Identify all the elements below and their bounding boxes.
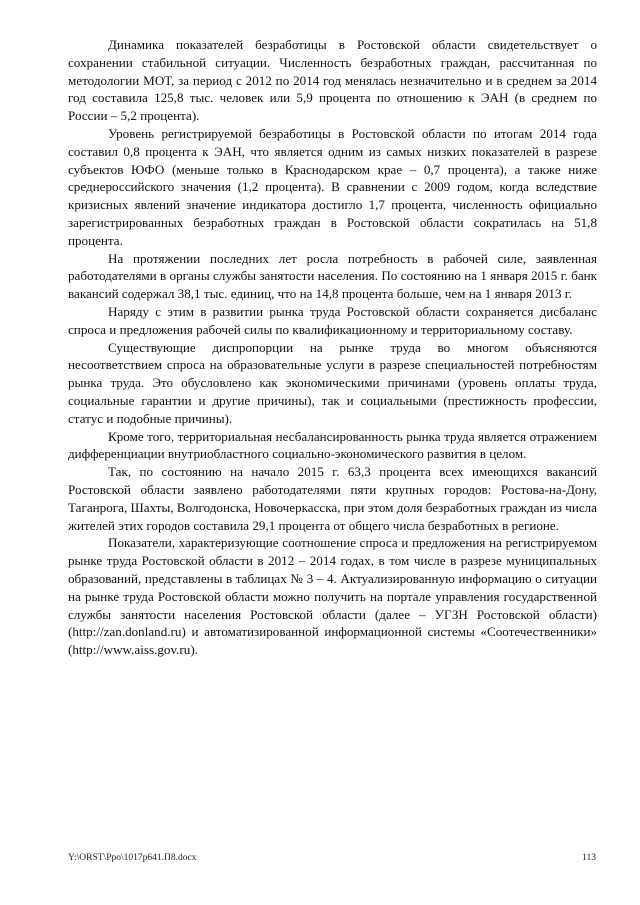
- paragraph-indicators-tables: Показатели, характеризующие соотношение спроса и предложения на регистрируемом рынке труда Ростовской области в 2012 – 2014 годах, в том числе в разрезе муниципальных образований, представлены в таблицах № 3 – 4. Актуализированную информацию о ситуации на рынке труда Ростовской области можно получить на портале управления государственной службы занятости населения Ростовской области (далее – УГЗН Ростовской области) (http://zan.donland.ru) и автоматизированной информационной системы «Соотечественники» (http://www.aiss.gov.ru).: [68, 535, 597, 658]
- document-body: [68, 36, 597, 659]
- paragraph-disproportions: Существующие диспропорции на рынке труда во многом объясняются несоответствием спроса на образовательные услуги в разрезе специальностей потребностям рынка труда. Это обусловлено как экономическими причинами (уровень оплаты труда, социальные гарантии и другие причины), так и социальными (престижность профессии, статус и подобные причины).: [68, 339, 597, 426]
- paragraph-supply-demand-imbalance: Наряду с этим в развитии рынка труда Ростовской области сохраняется дисбаланс спроса и предложения рабочей силы по квалификационному и территориальному составу.: [68, 303, 597, 337]
- paragraph-labor-demand: На протяжении последних лет росла потребность в рабочей силе, заявленная работодателями в органы службы занятости населения. По состоянию на 1 января 2015 г. банк вакансий содержал 38,1 тыс. единиц, что на 14,8 процента больше, чем на 1 января 2013 г.: [68, 250, 597, 302]
- paragraph-territorial-imbalance: Кроме того, территориальная несбалансированность рынка труда является отражением дифференциации внутриобластного социально-экономического развития в целом.: [68, 428, 597, 462]
- paragraph-registered-unemployment: Уровень регистрируемой безработицы в Ростовской области по итогам 2014 года составил 0,8 процента к ЭАН, что является одним из самых низких показателей в разрезе субъектов ЮФО (меньше только в Краснодарском крае – 0,7 процента), а также ниже среднероссийского значения (1,2 процента). В сравнении с 2009 годом, когда вследствие кризисных явлений значение индикатора достигло 1,7 процента, численность официально зарегистрированных безработных граждан в Ростовской области сократилась на 51,8 процента.: [68, 125, 597, 248]
- paragraph-unemployment-dynamics: Динамика показателей безработицы в Ростовской области свидетельствует о сохранении стабильной ситуации. Численность безработных граждан, рассчитанная по методологии МОТ, за период с 2012 по 2014 год менялась незначительно и в среднем за 2014 год составила 125,8 тыс. человек или 5,9 процента по отношению к ЭАН (в среднем по России – 5,2 процента).: [68, 37, 597, 124]
- paragraph-vacancies-cities: Так, по состоянию на начало 2015 г. 63,3 процента всех имеющихся вакансий Ростовской области заявлено работодателями пяти крупных городов: Ростова-на-Дону, Таганрога, Шахты, Волгодонска, Новочеркасска, при этом доля безработных граждан из числа жителей этих городов составила 29,1 процента от общего числа безработных в регионе.: [68, 464, 597, 533]
- page-number: 113: [582, 853, 596, 863]
- footer-file-path: Y:\ORST\Ppo\1017p641.П8.docx: [68, 853, 197, 863]
